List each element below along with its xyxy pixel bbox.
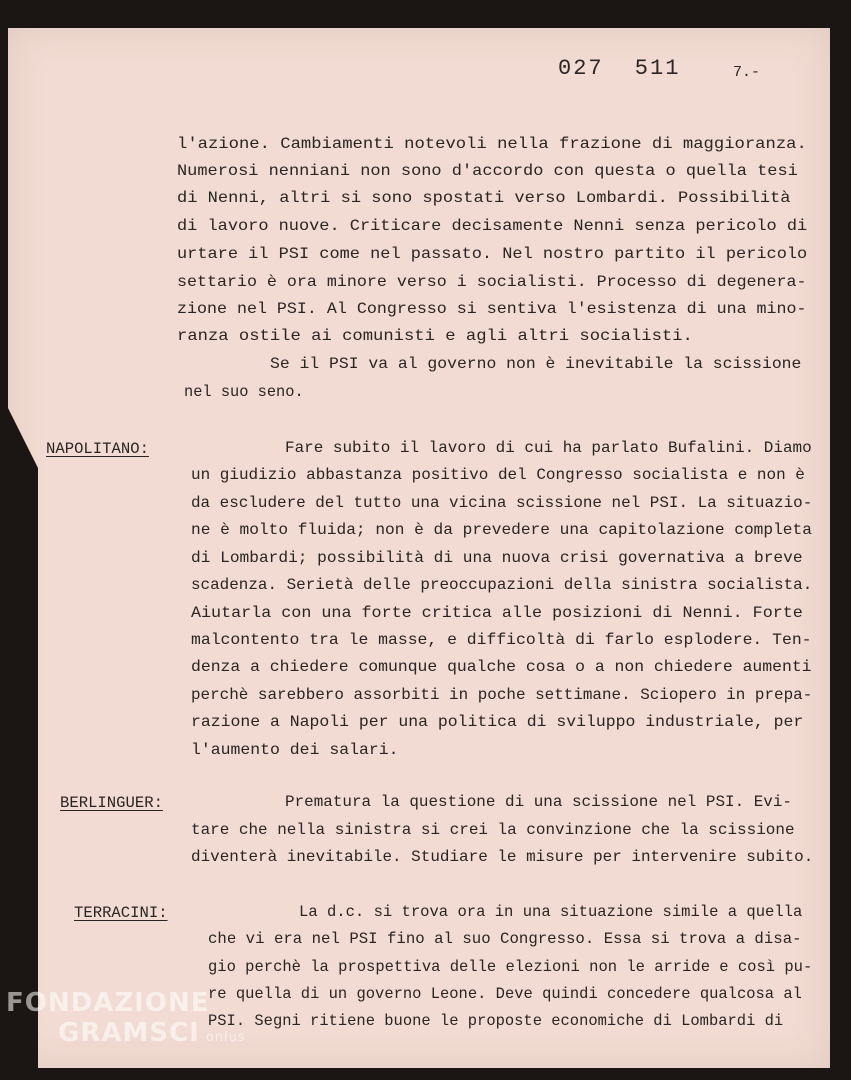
text-line: Prematura la questione di una scissione nel PSI. Evi- bbox=[285, 793, 792, 811]
watermark-suffix: onlus bbox=[205, 1030, 246, 1045]
text-line: tare che nella sinistra si crei la convinzione che la scissione bbox=[191, 821, 795, 839]
text-line: nel suo seno. bbox=[184, 383, 304, 401]
text-line: di Lombardi; possibilità di una nuova crisi governativa a breve bbox=[191, 549, 803, 567]
text-line: l'azione. Cambiamenti notevoli nella frazione di maggioranza. bbox=[177, 135, 807, 153]
text-line: PSI. Segni ritiene buone le proposte economiche di Lombardi di bbox=[208, 1012, 784, 1030]
text-line: denza a chiedere comunque qualche cosa o a non chiedere aumenti bbox=[191, 658, 812, 676]
speaker-label-napolitano: NAPOLITANO: bbox=[46, 440, 149, 458]
text-line: razione a Napoli per una politica di sviluppo industriale, per bbox=[191, 713, 804, 731]
text-line: ne è molto fluida; non è da prevedere una capitolazione completa bbox=[191, 521, 812, 539]
text-line: perchè sarebbero assorbiti in poche settimane. Sciopero in prepa- bbox=[191, 686, 813, 704]
text-line: che vi era nel PSI fino al suo Congresso. Essa si trova a disa- bbox=[208, 930, 802, 948]
text-line: re quella di un governo Leone. Deve quindi concedere qualcosa al bbox=[208, 985, 802, 1003]
text-line: Aiutarla con una forte critica alle posizioni di Nenni. Forte bbox=[191, 604, 803, 622]
text-line: ranza ostile ai comunisti e agli altri socialisti. bbox=[177, 327, 693, 345]
text-line: da escludere del tutto una vicina scissione nel PSI. La situazio- bbox=[191, 494, 813, 512]
text-line: di lavoro nuove. Criticare decisamente Nenni senza pericolo di bbox=[177, 217, 808, 235]
text-line: gio perchè la prospettiva delle elezioni non le arride e così pu- bbox=[208, 958, 813, 976]
document-number: 027 511 bbox=[558, 56, 681, 81]
text-line: zione nel PSI. Al Congresso si sentiva l'esistenza di una mino- bbox=[177, 300, 807, 318]
speaker-label-terracini: TERRACINI: bbox=[74, 904, 168, 922]
text-line: Se il PSI va al governo non è inevitabile la scissione bbox=[270, 355, 802, 373]
text-line: un giudizio abbastanza positivo del Congresso socialista e non è bbox=[191, 466, 805, 484]
speaker-label-berlinguer: BERLINGUER: bbox=[60, 794, 163, 812]
text-line: Fare subito il lavoro di cui ha parlato Bufalini. Diamo bbox=[285, 439, 812, 457]
text-line: settario è ora minore verso i socialisti. Processo di degenera- bbox=[177, 273, 807, 291]
text-line: La d.c. si trova ora in una situazione simile a quella bbox=[299, 903, 803, 921]
text-line: scadenza. Serietà delle preoccupazioni della sinistra socialista. bbox=[191, 576, 813, 594]
text-line: di Nenni, altri si sono spostati verso Lombardi. Possibilità bbox=[177, 189, 791, 207]
page-number: 7.- bbox=[733, 64, 761, 81]
watermark-line1: FONDAZIONE bbox=[6, 988, 210, 1018]
text-line: l'aumento dei salari. bbox=[191, 741, 399, 759]
text-line: urtare il PSI come nel passato. Nel nostro partito il pericolo bbox=[177, 245, 808, 263]
text-line: Numerosi nenniani non sono d'accordo con questa o quella tesi bbox=[177, 162, 798, 180]
fondazione-gramsci-watermark bbox=[6, 988, 246, 1053]
watermark-line2: GRAMSCI bbox=[58, 1018, 200, 1048]
text-line: malcontento tra le masse, e difficoltà di farlo esplodere. Ten- bbox=[191, 631, 812, 649]
text-line: diventerà inevitabile. Studiare le misure per intervenire subito. bbox=[191, 848, 814, 866]
